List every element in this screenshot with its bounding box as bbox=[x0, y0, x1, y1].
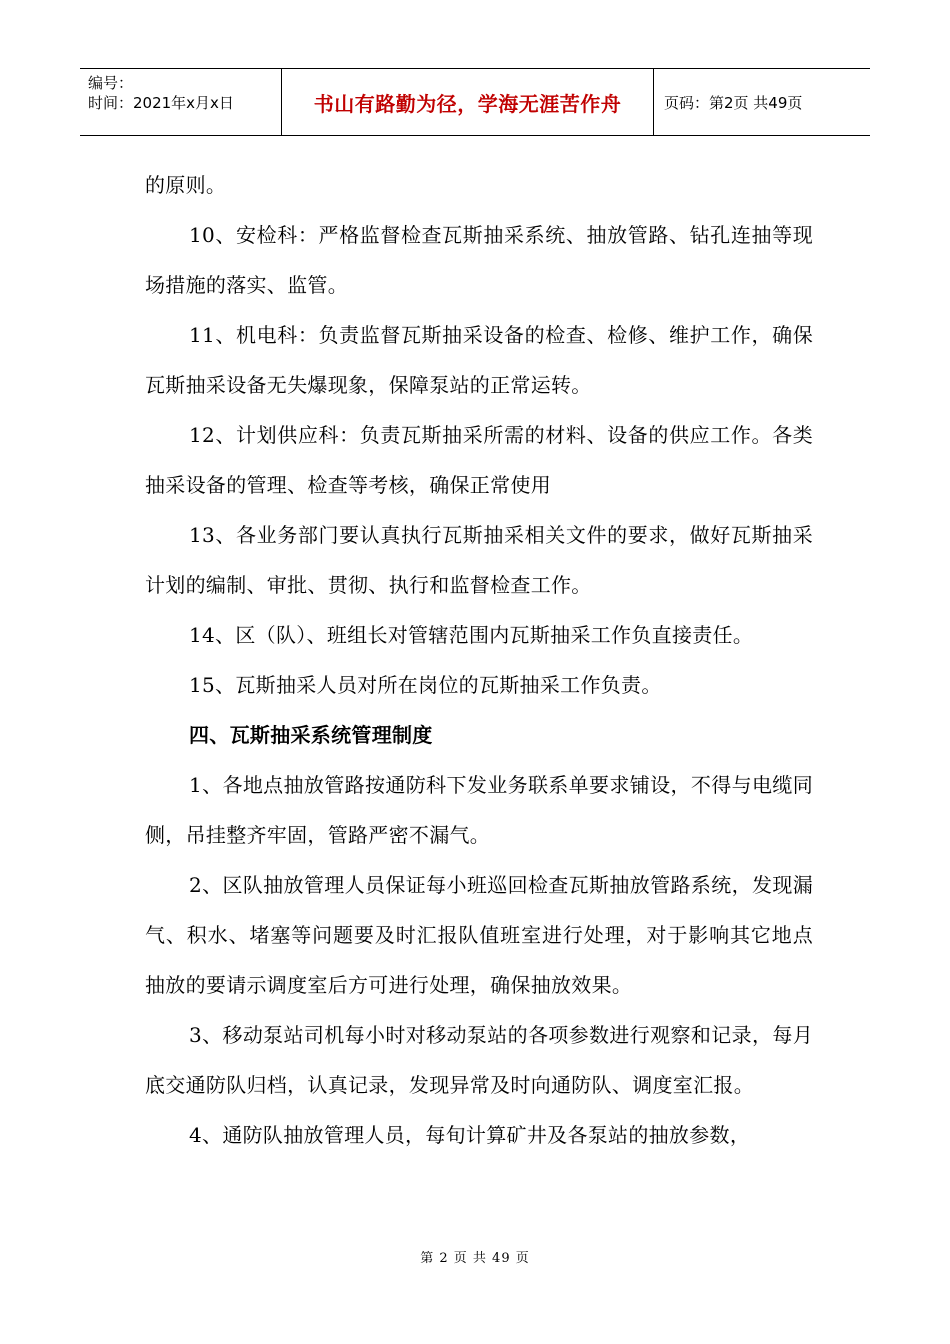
header-motto: 书山有路勤为径，学海无涯苦作舟 bbox=[313, 91, 622, 116]
paragraph: 12、计划供应科：负责瓦斯抽采所需的材料、设备的供应工作。各类抽采设备的管理、检查等考核，确保正常使用 bbox=[145, 423, 813, 497]
page-footer: 第 2 页 共 49 页 bbox=[420, 1251, 530, 1266]
document-body bbox=[145, 160, 813, 1160]
document-date: 时间：2021年x月x日 bbox=[88, 94, 234, 112]
header-page-cell bbox=[654, 69, 870, 135]
header-motto-cell bbox=[282, 69, 654, 135]
paragraph: 的原则。 bbox=[145, 173, 227, 197]
paragraph: 3、移动泵站司机每小时对移动泵站的各项参数进行观察和记录，每月底交通防队归档，认真记录，发现异常及时向通防队、调度室汇报。 bbox=[145, 1023, 813, 1097]
header-meta-cell bbox=[80, 69, 282, 135]
document-header bbox=[80, 68, 870, 136]
paragraph: 4、通防队抽放管理人员，每旬计算矿井及各泵站的抽放参数， bbox=[189, 1123, 751, 1147]
header-page-info: 页码：第2页 共49页 bbox=[664, 93, 803, 112]
paragraph: 2、区队抽放管理人员保证每小班巡回检查瓦斯抽放管路系统，发现漏气、积水、堵塞等问题要及时汇报队值班室进行处理，对于影响其它地点抽放的要请示调度室后方可进行处理，确保抽放效果。 bbox=[145, 873, 813, 997]
paragraph: 15、瓦斯抽采人员对所在岗位的瓦斯抽采工作负责。 bbox=[189, 673, 662, 697]
paragraph: 13、各业务部门要认真执行瓦斯抽采相关文件的要求，做好瓦斯抽采计划的编制、审批、贯彻、执行和监督检查工作。 bbox=[145, 523, 813, 597]
paragraph: 11、机电科：负责监督瓦斯抽采设备的检查、检修、维护工作，确保瓦斯抽采设备无失爆现象，保障泵站的正常运转。 bbox=[145, 323, 813, 397]
document-number-label: 编号： bbox=[88, 74, 134, 92]
paragraph: 10、安检科：严格监督检查瓦斯抽采系统、抽放管路、钻孔连抽等现场措施的落实、监管。 bbox=[145, 223, 813, 297]
paragraph: 1、各地点抽放管路按通防科下发业务联系单要求铺设，不得与电缆同侧，吊挂整齐牢固，管路严密不漏气。 bbox=[145, 773, 813, 847]
paragraph: 14、区（队）、班组长对管辖范围内瓦斯抽采工作负直接责任。 bbox=[189, 623, 754, 647]
section-heading: 四、瓦斯抽采系统管理制度 bbox=[189, 723, 433, 747]
